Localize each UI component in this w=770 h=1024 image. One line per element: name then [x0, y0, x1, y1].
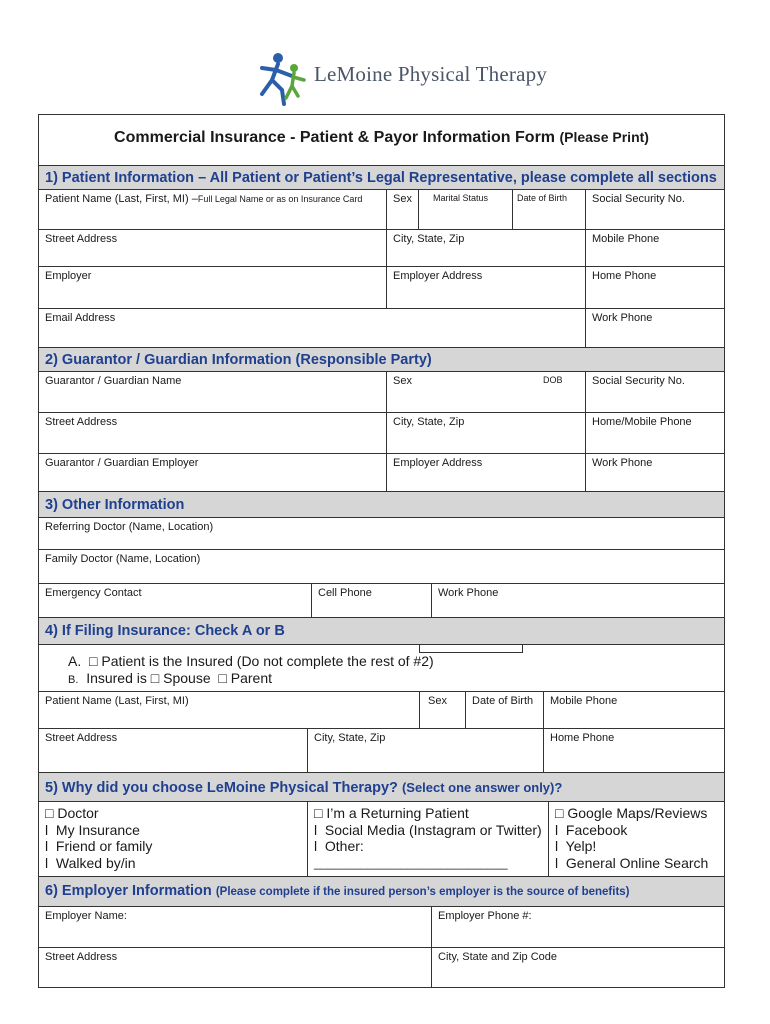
s2-row-2 — [39, 413, 724, 454]
option-other[interactable]: l Other: — [314, 838, 364, 854]
logo — [248, 50, 548, 106]
family-doctor-field[interactable]: Family Doctor (Name, Location) — [45, 553, 201, 565]
dob-field[interactable]: Date of Birth — [512, 190, 585, 229]
checkbox-icon[interactable]: □ — [45, 805, 54, 821]
section-6-heading: 6) Employer Information (Please complete if the insured person’s employer is the source of benefits) — [39, 877, 724, 907]
guarantor-dob-field[interactable]: DOB — [543, 375, 563, 385]
checkbox-icon[interactable]: □ — [314, 805, 323, 821]
insured-sex-field[interactable]: Sex — [419, 692, 465, 728]
checkbox-icon[interactable]: l — [555, 854, 559, 871]
sex-field[interactable]: Sex — [386, 190, 418, 229]
employer-phone-field[interactable]: Employer Phone #: — [431, 907, 726, 947]
s1-row-2 — [39, 230, 724, 267]
option-friend-family[interactable]: l Friend or family — [45, 838, 153, 854]
other-input-line[interactable]: _____________________________ — [314, 855, 508, 870]
s5-column-2 — [307, 802, 548, 876]
option-social-media[interactable]: l Social Media (Instagram or Twitter) — [314, 821, 542, 838]
option-returning-patient[interactable]: □ I’m a Returning Patient — [314, 805, 469, 821]
home-phone-field[interactable]: Home Phone — [585, 267, 726, 308]
email-address-field[interactable]: Email Address — [45, 312, 116, 324]
section-2-heading: 2) Guarantor / Guardian Information (Responsible Party) — [39, 347, 724, 372]
section-4-heading: 4) If Filing Insurance: Check A or B — [39, 617, 724, 645]
section-5-heading: 5) Why did you choose LeMoine Physical Therapy? (Select one answer only)? — [39, 772, 724, 802]
s3-row-1 — [39, 518, 724, 550]
guarantor-sex-field[interactable]: Sex — [386, 372, 585, 412]
emergency-contact-field[interactable]: Emergency Contact — [45, 587, 142, 599]
employer-street-field[interactable]: Street Address — [45, 951, 118, 963]
checkbox-icon[interactable]: l — [45, 821, 49, 838]
checkbox-icon[interactable]: l — [45, 854, 49, 871]
guarantor-employer-field[interactable]: Guarantor / Guardian Employer — [45, 457, 199, 469]
insured-name-field[interactable]: Patient Name (Last, First, MI) — [45, 695, 189, 707]
emergency-work-phone-field[interactable]: Work Phone — [431, 584, 726, 617]
checkbox-icon[interactable]: □ — [555, 805, 564, 821]
work-phone-field[interactable]: Work Phone — [585, 309, 726, 347]
option-my-insurance[interactable]: l My Insurance — [45, 821, 140, 838]
s2-row-1 — [39, 372, 724, 413]
s1-row-1 — [39, 190, 724, 230]
s1-row-4 — [39, 309, 724, 347]
checkbox-icon[interactable]: □ — [89, 653, 98, 669]
guarantor-street-field[interactable]: Street Address — [45, 416, 118, 428]
emergency-cell-phone-field[interactable]: Cell Phone — [311, 584, 431, 617]
referring-doctor-field[interactable]: Referring Doctor (Name, Location) — [45, 521, 214, 533]
option-yelp[interactable]: l Yelp! — [555, 838, 597, 854]
section-1-heading: 1) Patient Information – All Patient or Patient’s Legal Representative, please complete all sections — [39, 165, 724, 190]
s2-row-3 — [39, 454, 724, 491]
section-3-heading: 3) Other Information — [39, 491, 724, 518]
s4-row-2 — [39, 729, 724, 772]
option-b[interactable]: B. Insured is □ Spouse □ Parent — [68, 670, 273, 686]
checkbox-icon[interactable]: l — [45, 838, 49, 854]
guarantor-name-field[interactable]: Guarantor / Guardian Name — [45, 375, 182, 387]
insured-home-phone-field[interactable]: Home Phone — [543, 729, 726, 772]
employer-city-field[interactable]: City, State and Zip Code — [431, 948, 726, 988]
ssn-field[interactable]: Social Security No. — [585, 190, 726, 229]
s5-column-3 — [548, 802, 726, 876]
employer-field[interactable]: Employer — [45, 270, 92, 282]
insured-dob-field[interactable]: Date of Birth — [465, 692, 543, 728]
marital-status-field[interactable]: Marital Status — [418, 190, 512, 229]
form-title-note: (Please Print) — [559, 129, 649, 145]
insured-street-field[interactable]: Street Address — [45, 732, 118, 744]
s3-row-3 — [39, 584, 724, 617]
option-doctor[interactable]: □ Doctor — [45, 805, 99, 821]
option-google-maps[interactable]: □ Google Maps/Reviews — [555, 805, 708, 821]
s1-row-3 — [39, 267, 724, 309]
mobile-phone-field[interactable]: Mobile Phone — [585, 230, 726, 266]
insured-mobile-field[interactable]: Mobile Phone — [543, 692, 726, 728]
guarantor-ssn-field[interactable]: Social Security No. — [585, 372, 726, 412]
insurance-form — [38, 114, 725, 988]
s6-row-2 — [39, 948, 724, 988]
s4-row-1 — [39, 691, 724, 729]
patient-name-field[interactable]: Patient Name (Last, First, MI) –Full Legal Name or as on Insurance Card — [45, 193, 363, 205]
logo-text: LeMoine Physical Therapy — [314, 62, 548, 86]
s5-options — [39, 802, 724, 877]
checkbox-icon[interactable]: □ — [150, 670, 160, 686]
employer-name-field[interactable]: Employer Name: — [45, 910, 127, 922]
guarantor-work-phone-field[interactable]: Work Phone — [585, 454, 726, 491]
s3-row-2 — [39, 550, 724, 584]
checkbox-icon[interactable]: l — [314, 838, 318, 854]
logo-figures-icon — [248, 50, 308, 106]
option-a[interactable]: A. □ Patient is the Insured (Do not complete the rest of #2) — [68, 653, 434, 669]
checkbox-icon[interactable]: l — [555, 838, 559, 854]
city-state-zip-field[interactable]: City, State, Zip — [386, 230, 585, 266]
form-title — [39, 129, 724, 147]
checkbox-icon[interactable]: l — [314, 821, 318, 838]
guarantor-home-mobile-field[interactable]: Home/Mobile Phone — [585, 413, 726, 453]
option-facebook[interactable]: l Facebook — [555, 821, 628, 838]
checkbox-icon[interactable]: l — [555, 821, 559, 838]
option-general-search[interactable]: l General Online Search — [555, 854, 709, 871]
option-walked-by[interactable]: l Walked by/in — [45, 854, 136, 871]
insured-city-field[interactable]: City, State, Zip — [307, 729, 543, 772]
s5-column-1 — [39, 802, 307, 876]
form-title-main: Commercial Insurance - Patient & Payor Information Form — [114, 129, 556, 146]
employer-address-field[interactable]: Employer Address — [386, 267, 585, 308]
guarantor-employer-address-field[interactable]: Employer Address — [386, 454, 585, 491]
checkbox-icon[interactable]: □ — [218, 670, 227, 686]
street-address-field[interactable]: Street Address — [45, 233, 118, 245]
s6-row-1 — [39, 907, 724, 948]
guarantor-city-field[interactable]: City, State, Zip — [386, 413, 585, 453]
